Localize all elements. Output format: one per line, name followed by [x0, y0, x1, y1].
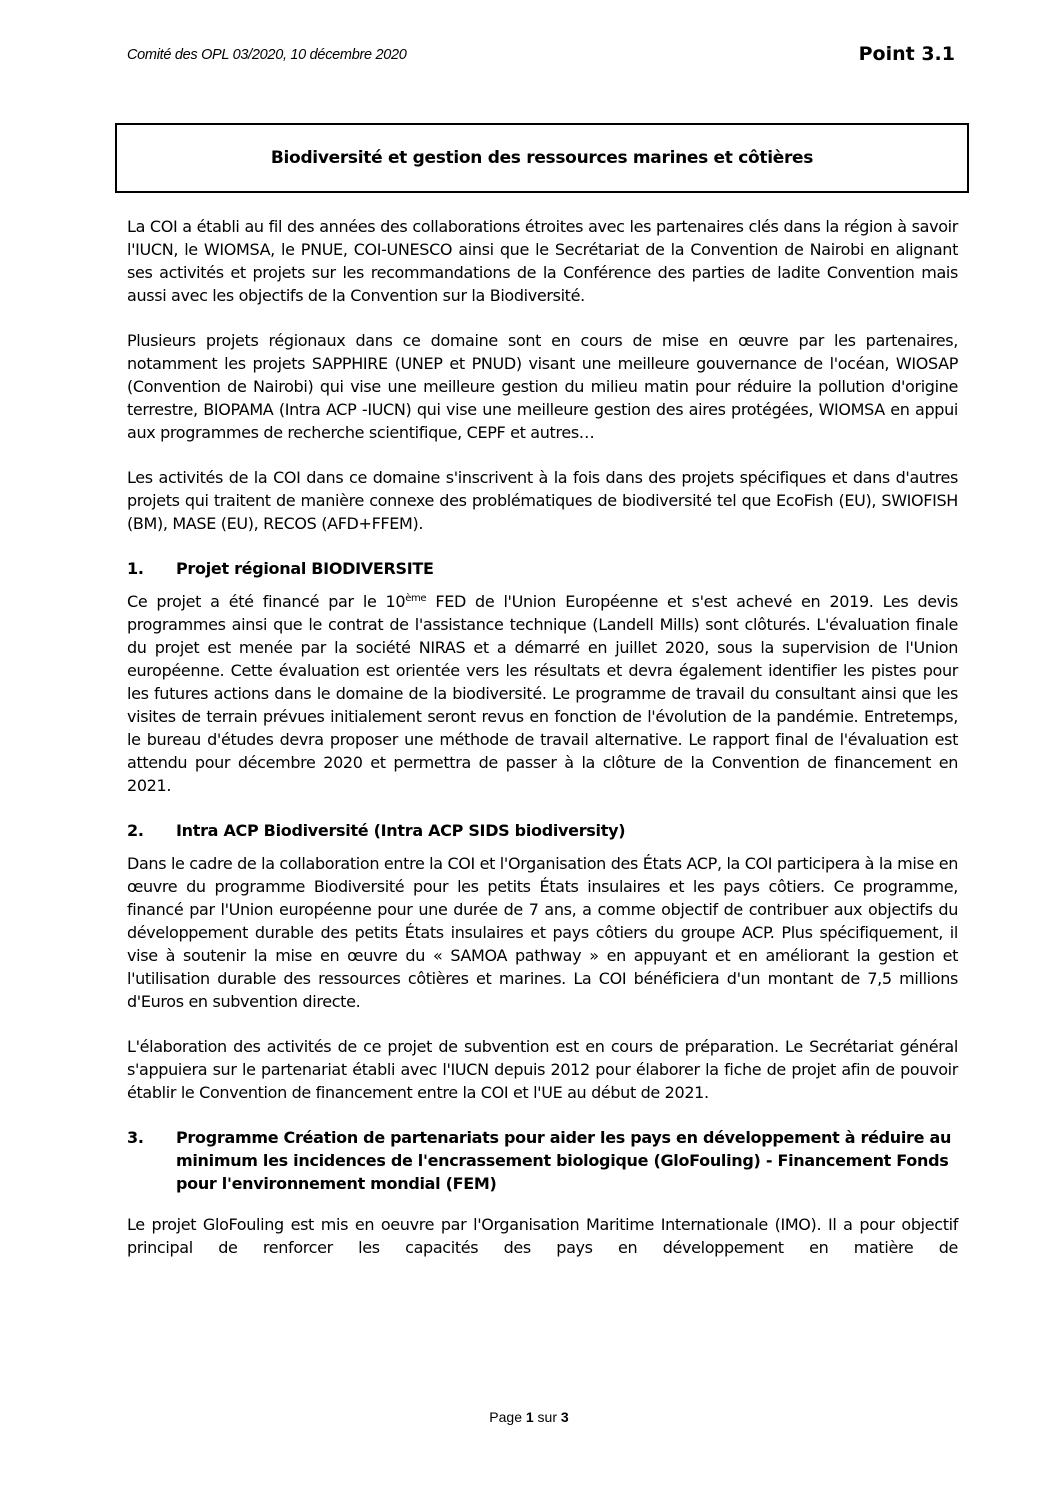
document-body: [127, 215, 958, 1281]
total-pages: 3: [560, 1409, 569, 1425]
intro-paragraph: Plusieurs projets régionaux dans ce domaine sont en cours de mise en œuvre par les partenaires, notamment les projets SAPPHIRE (UNEP et PNUD) visant une meilleure gouvernance de l'océan, WIOSAP (Convention de Nairobi) qui vise une meilleure gestion du milieu matin pour réduire la pollution d'origine terrestre, BIOPAMA (Intra ACP -IUCN) qui vise une meilleure gestion des aires protégées, WIOMSA en appui aux programmes de recherche scientifique, CEPF et autres…: [127, 331, 958, 442]
section-paragraph: Dans le cadre de la collaboration entre la COI et l'Organisation des États ACP, la COI participera à la mise en œuvre du programme Biodiversité pour les petits États insulaires et les pays côtiers. Ce programme, financé par l'Union européenne pour une durée de 7 ans, a comme objectif de contribuer aux objectifs du développement durable des petits États insulaires et pays côtiers du groupe ACP. Plus spécifiquement, il vise à soutenir la mise en œuvre du « SAMOA pathway » en appuyant et en améliorant la gestion et l'utilisation durable des ressources côtières et marines. La COI bénéficiera d'un montant de 7,5 millions d'Euros en subvention directe.: [127, 854, 958, 1011]
intro-paragraph: Les activités de la COI dans ce domaine s'inscrivent à la fois dans des projets spécifiques et dans d'autres projets qui traitent de manière connexe des problématiques de biodiversité tel que EcoFish (EU), SWIOFISH (BM), MASE (EU), RECOS (AFD+FFEM).: [127, 468, 958, 533]
section-paragraph: Le projet GloFouling est mis en oeuvre par l'Organisation Maritime Internationale (IMO). Il a pour objectif principal de renforcer les capacités des pays en développement en matière de: [127, 1215, 958, 1257]
section-paragraph: [127, 590, 958, 797]
agenda-point: Point 3.1: [858, 43, 955, 65]
document-title: Biodiversité et gestion des ressources marines et côtières: [270, 148, 814, 168]
section-title: Intra ACP Biodiversité (Intra ACP SIDS biodiversity): [176, 821, 626, 840]
section-heading-1: [127, 557, 958, 580]
page-label: Page: [489, 1409, 526, 1425]
title-box: [115, 123, 969, 193]
text-run: Ce projet a été financé par le 10: [127, 592, 406, 611]
section-title: Projet régional BIODIVERSITE: [176, 559, 434, 578]
current-page: 1: [525, 1409, 534, 1425]
section-title: Programme Création de partenariats pour aider les pays en développement à réduire au minimum les incidences de l'encrassement biologique (GloFouling) - Financement Fonds pour l'environnement mondial (FEM): [176, 1128, 952, 1193]
section-number: 2.: [127, 821, 144, 840]
meeting-reference: Comité des OPL 03/2020, 10 décembre 2020: [127, 47, 407, 63]
superscript: ème: [405, 593, 427, 604]
intro-paragraph: La COI a établi au fil des années des collaborations étroites avec les partenaires clés dans la région à savoir l'IUCN, le WIOMSA, le PNUE, COI-UNESCO ainsi que le Secrétariat de la Convention de Nairobi en alignant ses activités et projets sur les recommandations de la Conférence des parties de ladite Convention mais aussi avec les objectifs de la Convention sur la Biodiversité.: [127, 217, 958, 305]
section-heading-3: [127, 1126, 958, 1195]
text-run: FED de l'Union Européenne et s'est achevé en 2019. Les devis programmes ainsi que le contrat de l'assistance technique (Landell Mills) sont clôturés. L'évaluation finale du projet est menée par la société NIRAS et a démarré en juillet 2020, sous la supervision de l'Union européenne. Cette évaluation est orientée vers les résultats et devra également identifier les pistes pour les futures actions dans le domaine de la biodiversité. Le programme de travail du consultant ainsi que les visites de terrain prévues initialement seront revus en fonction de l'évolution de la pandémie. Entretemps, le bureau d'études devra proposer une méthode de travail alternative. Le rapport final de l'évaluation est attendu pour décembre 2020 et permettra de passer à la clôture de la Convention de financement en 2021.: [127, 592, 959, 795]
section-number: 3.: [127, 1128, 144, 1147]
section-number: 1.: [127, 559, 144, 578]
section-paragraph: L'élaboration des activités de ce projet de subvention est en cours de préparation. Le Secrétariat général s'appuiera sur le partenariat établi avec l'IUCN depuis 2012 pour élaborer la fiche de projet afin de pouvoir établir le Convention de financement entre la COI et l'UE au début de 2021.: [127, 1037, 958, 1102]
page-separator: sur: [533, 1409, 561, 1425]
page-footer: [0, 1409, 1058, 1425]
section-heading-2: [127, 819, 958, 842]
